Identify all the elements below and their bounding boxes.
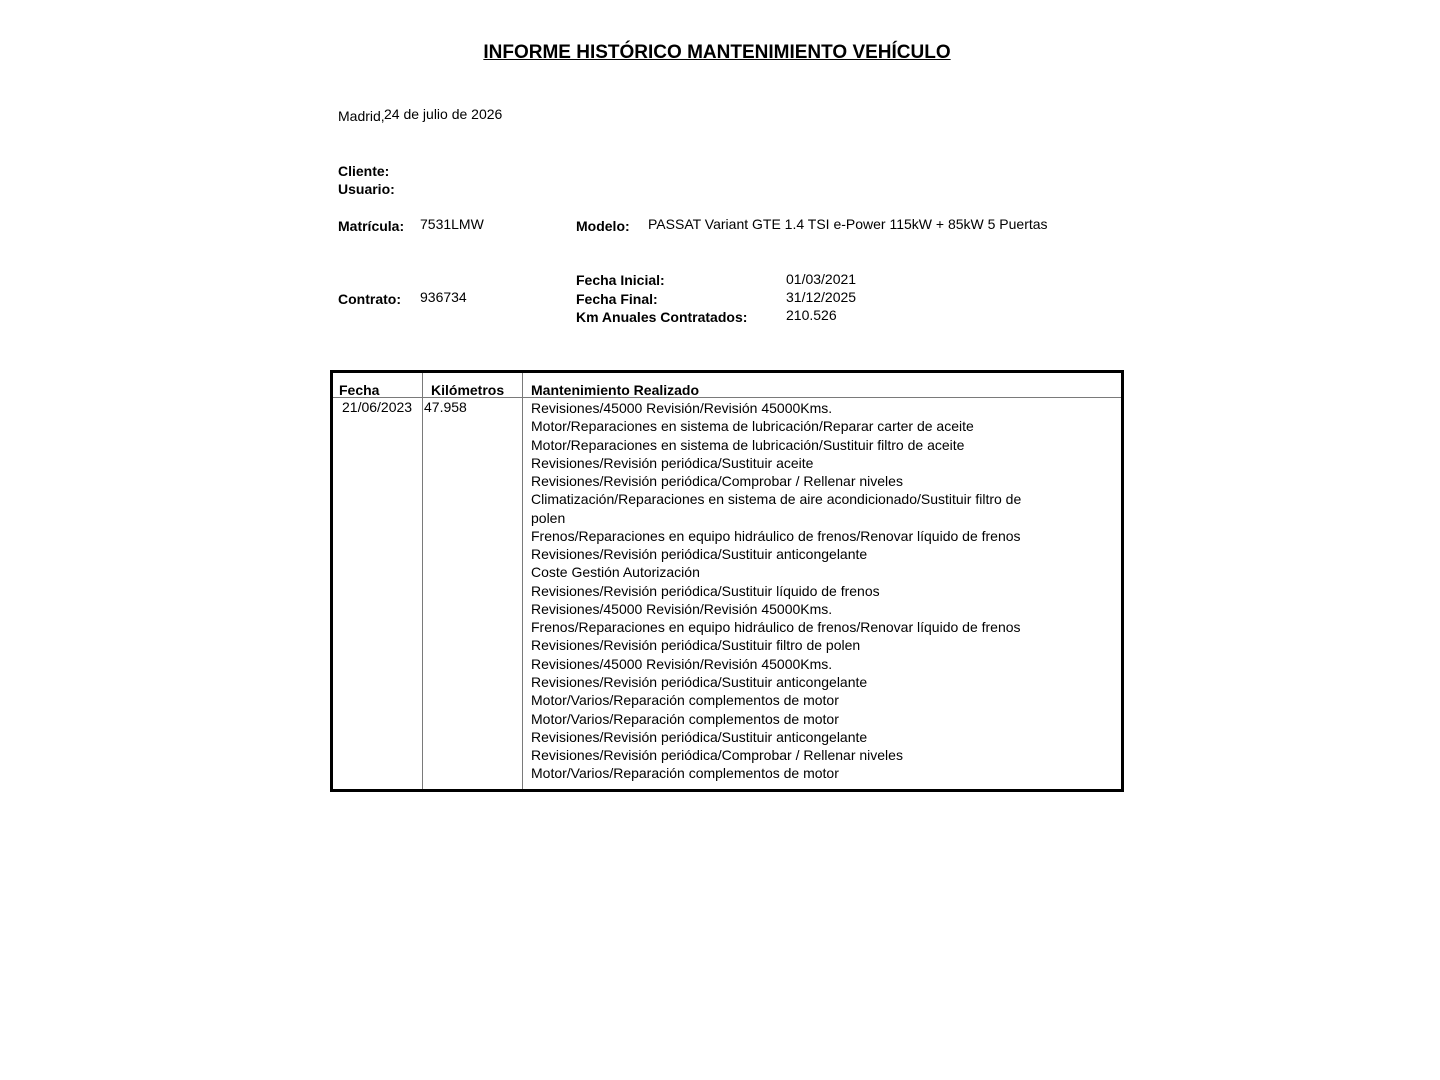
maintenance-item: Frenos/Reparaciones en equipo hidráulico de frenos/Renovar líquido de frenos (531, 619, 1021, 636)
maintenance-item: Motor/Varios/Reparación complementos de motor (531, 710, 839, 727)
maintenance-item: Revisiones/45000 Revisión/Revisión 45000Kms. (531, 655, 833, 672)
fecha-inicial-label: Fecha Inicial: (576, 272, 665, 288)
maintenance-item: Motor/Reparaciones en sistema de lubricación/Reparar carter de aceite (531, 418, 974, 435)
maintenance-item: Revisiones/45000 Revisión/Revisión 45000Kms. (531, 600, 833, 617)
maintenance-item: Revisiones/Revisión periódica/Comprobar / Rellenar niveles (531, 473, 903, 490)
matricula-label: Matrícula: (338, 218, 405, 234)
modelo-label: Modelo: (576, 218, 630, 234)
row-kilometros: 47.958 (424, 399, 467, 415)
maintenance-table (330, 370, 1124, 792)
maintenance-item: Revisiones/Revisión periódica/Sustituir filtro de polen (531, 637, 861, 654)
maintenance-item: Revisiones/Revisión periódica/Sustituir anticongelante (531, 673, 868, 690)
matricula-value: 7531LMW (420, 216, 484, 232)
fecha-final-label: Fecha Final: (576, 291, 658, 307)
usuario-label: Usuario: (338, 181, 395, 197)
document-date: 24 de julio de 2026 (384, 106, 503, 122)
document-title: INFORME HISTÓRICO MANTENIMIENTO VEHÍCULO (483, 42, 951, 63)
maintenance-item: Revisiones/Revisión periódica/Sustituir anticongelante (531, 728, 868, 745)
header-mantenimiento: Mantenimiento Realizado (531, 382, 700, 398)
maintenance-item: Motor/Varios/Reparación complementos de motor (531, 765, 839, 782)
fecha-inicial-value: 01/03/2021 (786, 271, 857, 287)
maintenance-item: Revisiones/Revisión periódica/Sustituir aceite (531, 454, 814, 471)
maintenance-item: Coste Gestión Autorización (531, 564, 700, 581)
maintenance-item: polen (531, 509, 566, 526)
fecha-final-value: 31/12/2025 (786, 289, 857, 305)
km-anuales-label: Km Anuales Contratados: (576, 309, 748, 325)
maintenance-item: Revisiones/Revisión periódica/Comprobar / Rellenar niveles (531, 747, 903, 764)
column-divider (422, 373, 423, 789)
cliente-label: Cliente: (338, 163, 390, 179)
maintenance-item: Climatización/Reparaciones en sistema de aire acondicionado/Sustituir filtro de (531, 491, 1022, 508)
column-divider (522, 373, 523, 789)
maintenance-item: Motor/Reparaciones en sistema de lubricación/Sustituir filtro de aceite (531, 436, 965, 453)
maintenance-items-list (531, 399, 1021, 783)
contrato-value: 936734 (420, 289, 467, 305)
contrato-label: Contrato: (338, 291, 401, 307)
header-kilometros: Kilómetros (431, 382, 505, 398)
km-anuales-value: 210.526 (786, 307, 837, 323)
header-fecha: Fecha (339, 382, 380, 398)
modelo-value: PASSAT Variant GTE 1.4 TSI e-Power 115kW + 85kW 5 Puertas (648, 216, 1048, 232)
row-fecha: 21/06/2023 (342, 399, 413, 415)
maintenance-item: Frenos/Reparaciones en equipo hidráulico de frenos/Renovar líquido de frenos (531, 527, 1021, 544)
maintenance-item: Revisiones/45000 Revisión/Revisión 45000Kms. (531, 400, 833, 416)
maintenance-item: Motor/Varios/Reparación complementos de motor (531, 692, 839, 709)
place-label: Madrid, (338, 108, 385, 124)
maintenance-item: Revisiones/Revisión periódica/Sustituir anticongelante (531, 546, 868, 563)
maintenance-item: Revisiones/Revisión periódica/Sustituir líquido de frenos (531, 582, 880, 599)
